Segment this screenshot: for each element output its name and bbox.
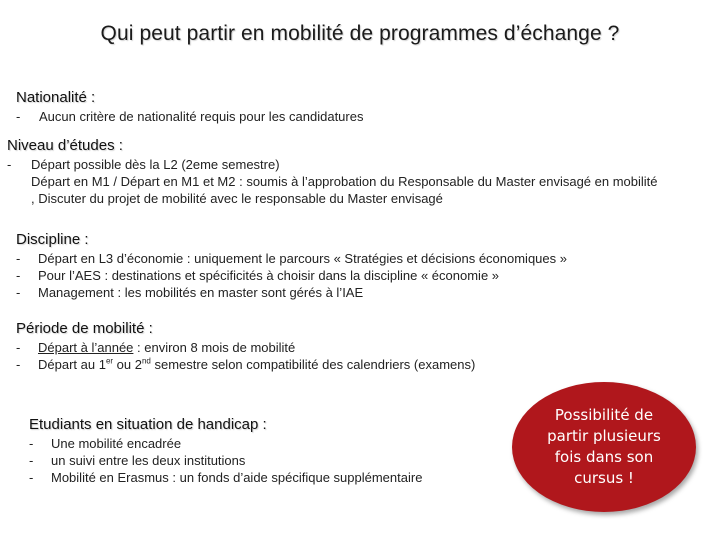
list-item-text: Départ au 1: [38, 357, 106, 372]
bullet-dash: -: [29, 470, 34, 485]
list-item-text: Départ possible dès la L2 (2eme semestre): [31, 157, 280, 172]
bullet-dash: -: [29, 436, 34, 451]
list-item-text: Management : les mobilités en master sont gérés à l’IAE: [38, 285, 364, 300]
bullet-dash: -: [16, 340, 21, 355]
bullet-dash: -: [7, 157, 12, 172]
bullet-dash: -: [16, 251, 21, 266]
nationalite-heading: Nationalité :: [16, 89, 96, 106]
list-item-text: Départ en M1 / Départ en M1 et M2 : soumis à l’approbation du Responsable du Master envisagé en mobilité , Discuter du projet de mobilité avec le responsable du Master envisagé: [31, 174, 658, 206]
underlined-text: Départ à l’année: [38, 340, 134, 355]
nationalite-list: [16, 108, 706, 125]
list-item-text: Mobilité en Erasmus : un fonds d’aide spécifique supplémentaire: [51, 470, 423, 485]
bullet-dash: -: [16, 285, 21, 300]
list-item-text: semestre selon compatibilité des calendriers (examens): [150, 357, 476, 372]
info-badge: [512, 382, 696, 512]
bullet-dash: -: [16, 109, 21, 124]
list-item: [29, 452, 489, 469]
list-item: [16, 356, 706, 373]
list-item-text: Départ en L3 d’économie : uniquement le parcours « Stratégies et décisions économiques »: [38, 251, 567, 266]
list-item: [7, 156, 662, 173]
superscript: nd: [141, 356, 151, 366]
periode-heading: Période de mobilité :: [16, 320, 153, 337]
bullet-dash: -: [16, 357, 21, 372]
niveau-list: [7, 156, 662, 207]
list-item-text: un suivi entre les deux institutions: [51, 453, 246, 468]
handicap-heading: Etudiants en situation de handicap :: [29, 416, 267, 433]
list-item-text: : environ 8 mois de mobilité: [133, 340, 296, 355]
list-item: [16, 250, 706, 267]
handicap-list: [29, 435, 489, 486]
list-item-text: ou 2: [113, 357, 142, 372]
niveau-heading: Niveau d’études :: [7, 137, 123, 154]
list-item-text: Une mobilité encadrée: [51, 436, 182, 451]
list-item: [7, 173, 662, 207]
badge-text: Possibilité de partir plusieurs fois dans son cursus !: [547, 406, 661, 487]
list-item: [16, 284, 706, 301]
superscript: er: [105, 356, 114, 366]
list-item: [29, 435, 489, 452]
page-title: Qui peut partir en mobilité de programmes d’échange ?: [100, 22, 620, 45]
discipline-list: [16, 250, 706, 301]
discipline-heading: Discipline :: [16, 231, 89, 248]
list-item: [16, 339, 706, 356]
list-item: [16, 267, 706, 284]
list-item-text: Aucun critère de nationalité requis pour les candidatures: [39, 109, 364, 124]
list-item-text: Pour l’AES : destinations et spécificités à choisir dans la discipline « économie »: [38, 268, 500, 283]
bullet-dash: -: [16, 268, 21, 283]
list-item: [29, 469, 489, 486]
list-item: [16, 108, 706, 125]
bullet-dash: -: [29, 453, 34, 468]
periode-list: [16, 339, 706, 373]
